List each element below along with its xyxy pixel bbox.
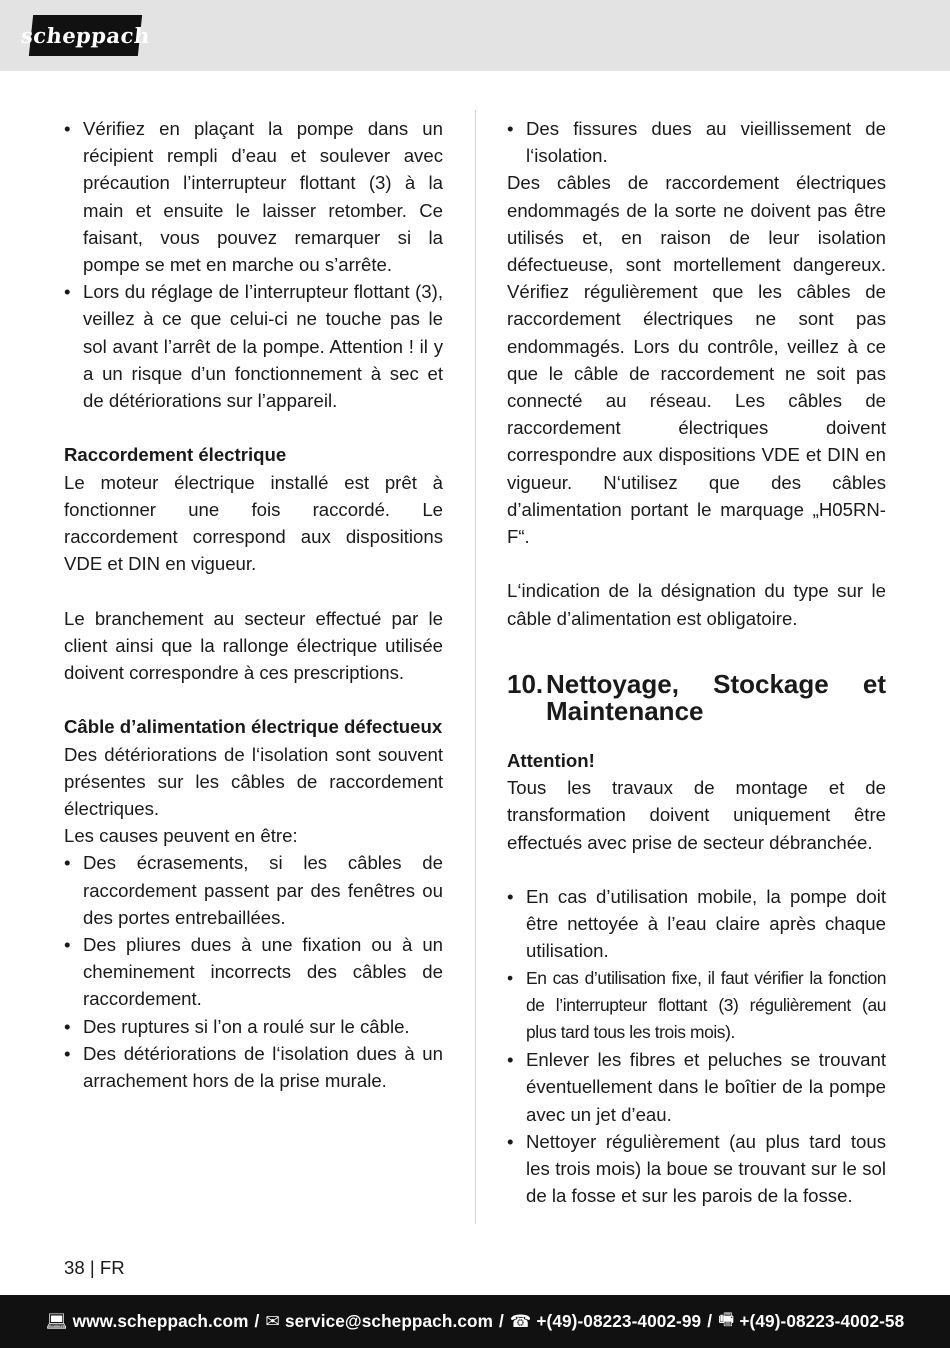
fax-number: +(49)-08223-4002-58 bbox=[739, 1311, 905, 1331]
branchement-text: Le branchement au secteur effectué par le client ainsi que la rallonge électrique utilisée doivent correspondre à ces prescriptions. bbox=[64, 607, 443, 684]
computer-icon: 💻︎ bbox=[45, 1311, 68, 1331]
section-number: 10. bbox=[507, 669, 544, 700]
column-divider bbox=[475, 110, 476, 1224]
list-item: • En cas d’utilisation mobile, la pompe doit être nettoyée à l’eau claire après chaque utilisation. bbox=[507, 883, 886, 965]
scheppach-logo: scheppach bbox=[29, 15, 142, 56]
separator: / bbox=[707, 1311, 713, 1331]
cable-heading: Câble d’alimentation électrique défectueux bbox=[64, 716, 443, 738]
envelope-icon: ✉︎ bbox=[265, 1311, 280, 1331]
list-item: • Vérifiez en plaçant la pompe dans un récipient rempli d’eau et soulever avec précaution l’interrupteur flottant (3) à la main et ensuite le laisser retomber. Ce faisant, vous pouvez remarquer si la pompe se met en marche ou s’arrête. bbox=[64, 115, 443, 278]
left-column bbox=[64, 115, 443, 1094]
cable-damage-text: Des câbles de raccordement électriques endommagés de la sorte ne doivent pas être utilisés et, en raison de leur isolation défectueuse, sont mortellement dangereux. Vérifiez régulièrement que les câbles de raccordement électriques ne sont pas endommagés. Lors du contrôle, veillez à ce que le câble de raccordement ne soit pas connecté au réseau. Les câbles de raccordement électriques doivent correspondre aux dispositions VDE et DIN en vigueur. N‘utilisez que des câbles d’alimentation portant le marquage „H05RN-F“. bbox=[507, 172, 886, 548]
phone-number[interactable]: +(49)-08223-4002-99 bbox=[536, 1311, 702, 1331]
website-link[interactable]: www.scheppach.com bbox=[72, 1311, 249, 1331]
list-item: • Nettoyer régulièrement (au plus tard tous les trois mois) la boue se trouvant sur le sol de la fosse et sur les parois de la fosse. bbox=[507, 1128, 886, 1210]
raccordement-heading: Raccordement électrique bbox=[64, 444, 287, 466]
list-item: • Des détériorations de l‘isolation dues à un arrachement hors de la prise murale. bbox=[64, 1040, 443, 1094]
right-column bbox=[507, 115, 886, 1209]
attention-text: Tous les travaux de montage et de transformation doivent uniquement être effectués avec prise de secteur débranchée. bbox=[507, 777, 886, 853]
page-header bbox=[0, 0, 950, 71]
intro-bullet-list bbox=[64, 115, 443, 414]
email-link[interactable]: service@scheppach.com bbox=[284, 1311, 493, 1331]
cable-text: Des détériorations de l‘isolation sont souvent présentes sur les câbles de raccordement électriques. bbox=[64, 743, 443, 820]
separator: / bbox=[498, 1311, 504, 1331]
fax-icon: 🖷︎ bbox=[718, 1309, 735, 1329]
maintenance-bullet-list bbox=[507, 883, 886, 1209]
causes-bullet-list bbox=[64, 849, 443, 1094]
list-item: • Lors du réglage de l’interrupteur flottant (3), veillez à ce que celui-ci ne touche pas le sol avant l’arrêt de la pompe. Attention ! il y a un risque d’un fonctionnement à sec et de détériorations sur l’appareil. bbox=[64, 278, 443, 414]
attention-heading: Attention! bbox=[507, 750, 595, 772]
raccordement-text: Le moteur électrique installé est prêt à fonctionner une fois raccordé. Le raccordement correspond aux dispositions VDE et DIN en vigueur. bbox=[64, 471, 443, 575]
top-bullet-list bbox=[507, 115, 886, 169]
designation-text: L‘indication de la désignation du type sur le câble d’alimentation est obligatoire. bbox=[507, 580, 886, 629]
list-item: • Des fissures dues au vieillissement de l‘isolation. bbox=[507, 115, 886, 169]
page-number: 38 | FR bbox=[64, 1257, 125, 1278]
phone-icon: ☎︎ bbox=[509, 1311, 532, 1331]
list-item: • Des ruptures si l’on a roulé sur le câble. bbox=[64, 1013, 443, 1040]
list-item: • Des écrasements, si les câbles de raccordement passent par des fenêtres ou des portes entrebaillées. bbox=[64, 849, 443, 931]
page-footer bbox=[0, 1295, 950, 1348]
separator: / bbox=[254, 1311, 260, 1331]
section-title: Nettoyage, Stockage et Maintenance bbox=[546, 669, 886, 727]
list-item: • En cas d’utilisation fixe, il faut vérifier la fonction de l’interrupteur flottant (3) régulièrement (au plus tard tous les trois mois). bbox=[507, 965, 886, 1047]
section-heading bbox=[507, 671, 886, 725]
causes-intro: Les causes peuvent en être: bbox=[64, 825, 298, 847]
list-item: • Enlever les fibres et peluches se trouvant éventuellement dans le boîtier de la pompe avec un jet d’eau. bbox=[507, 1046, 886, 1128]
list-item: • Des pliures dues à une fixation ou à un cheminement incorrects des câbles de raccordement. bbox=[64, 931, 443, 1013]
